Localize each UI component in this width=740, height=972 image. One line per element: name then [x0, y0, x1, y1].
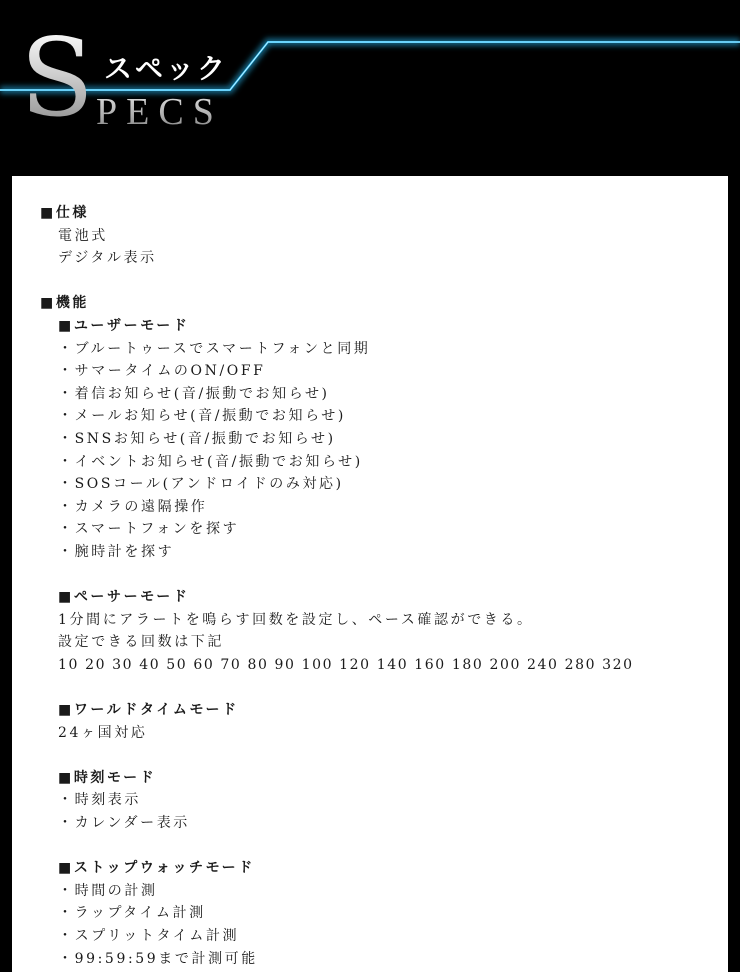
- spec-item: 電池式: [58, 227, 108, 244]
- list-item: ・腕時計を探す: [58, 543, 175, 560]
- subsection-heading-world-time-mode: ■ワールドタイムモード: [58, 702, 239, 719]
- list-item: ・時間の計測: [58, 882, 158, 899]
- list-item: ・カメラの遠隔操作: [58, 498, 208, 515]
- header-big-letter: S: [20, 16, 94, 141]
- spacer: [40, 835, 720, 858]
- list-item: ・着信お知らせ(音/振動でお知らせ): [58, 385, 330, 402]
- list-item: 24ヶ国対応: [58, 724, 148, 741]
- spec-item: デジタル表示: [58, 250, 157, 267]
- subsection-heading-time-mode: ■時刻モード: [58, 769, 157, 786]
- list-item: ・時刻表示: [58, 792, 141, 809]
- list-item: ・メールお知らせ(音/振動でお知らせ): [58, 408, 346, 425]
- list-item: ・ラップタイム計測: [58, 905, 206, 922]
- spec-list: [40, 202, 720, 970]
- list-item: ・SOSコール(アンドロイドのみ対応): [58, 476, 344, 493]
- subsection-heading-pacer-mode: ■ペーサーモード: [58, 589, 190, 606]
- list-item: ・ブルートゥースでスマートフォンと同期: [58, 340, 371, 357]
- pacer-count-values: 10 20 30 40 50 60 70 80 90 100 120 140 160 180 200 240 280 320: [58, 656, 634, 673]
- list-item: ・スマートフォンを探す: [58, 521, 240, 538]
- subsection-heading-stopwatch-mode: ■ストップウォッチモード: [58, 860, 255, 877]
- header-title-jp: スペック: [104, 52, 229, 85]
- list-item: ・サマータイムのON/OFF: [58, 363, 266, 380]
- list-item: 設定できる回数は下記: [58, 634, 224, 651]
- subsection-heading-user-mode: ■ユーザーモード: [58, 317, 190, 334]
- spec-content-panel: [12, 176, 728, 972]
- header-title-en: PECS: [96, 91, 223, 133]
- list-item: ・99:59:59まで計測可能: [58, 950, 258, 967]
- specs-header: [0, 0, 740, 176]
- list-item: ・カレンダー表示: [58, 815, 190, 832]
- spacer: [40, 564, 720, 587]
- spacer: [40, 676, 720, 699]
- list-item: 1分間にアラートを鳴らす回数を設定し、ペース確認ができる。: [58, 611, 534, 628]
- list-item: ・スプリットタイム計測: [58, 928, 240, 944]
- list-item: ・イベントお知らせ(音/振動でお知らせ): [58, 453, 363, 470]
- list-item: ・SNSお知らせ(音/振動でお知らせ): [58, 430, 336, 447]
- section-heading-kinou: ■機能: [40, 295, 90, 312]
- section-heading-shiyou: ■仕様: [40, 205, 90, 221]
- header-glow-line: [0, 0, 740, 176]
- spacer: [40, 270, 720, 293]
- spacer: [40, 744, 720, 767]
